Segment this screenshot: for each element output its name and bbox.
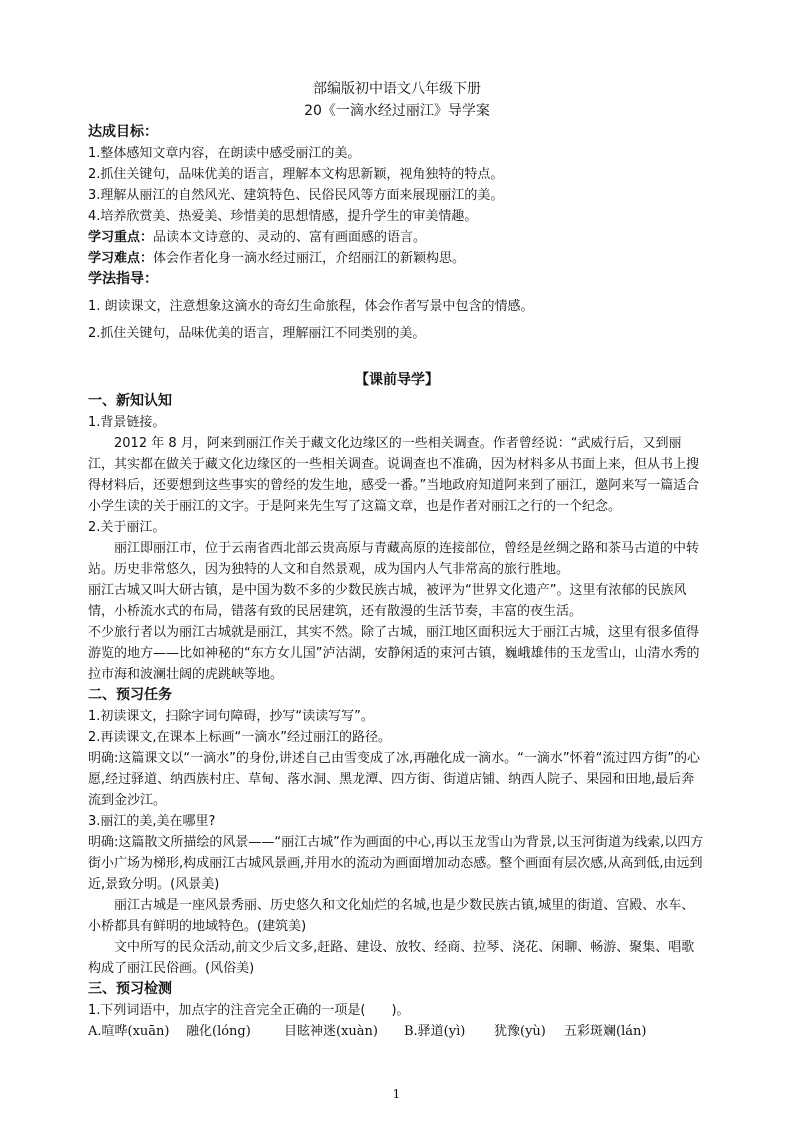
section-title: 【课前导学】 xyxy=(355,372,439,388)
option-text: A.喧哗(xuān) xyxy=(88,1024,170,1039)
task-2-answer: 明确:这篇课文以“一滴水”的身份,讲述自己由雪变成了冰,再融化成一滴水。“一滴水”怀着“流过四方街”的心愿,经过驿道、纳西族村庄、草甸、落水洞、黑龙潭、四方街、街道店铺、纳西人院子、果园和田地,最后奔流到金沙江。 xyxy=(88,751,701,808)
task-3-answer: 文中所写的民众活动,前文少后文多,赶路、建设、放牧、经商、拉琴、浇花、闲聊、畅游、聚集、唱歌构成了丽江民俗画。(风俗美) xyxy=(88,940,695,976)
about-paragraph: 丽江古城又叫大研古镇，是中国为数不多的少数民族古城，被评为“世界文化遗产”。这里有浓郁的民族风情，小桥流水式的布局，错落有致的民居建筑，还有散漫的生活节奏，丰富的夜生活。 xyxy=(88,583,687,619)
difficulty-label: 学习难点： xyxy=(88,251,154,266)
option-text: 目眩神迷(xuàn) xyxy=(284,1024,378,1039)
background-paragraph: 2012 年 8 月，阿来到丽江作关于藏文化边缘区的一些相关调查。作者曾经说：“武威行后，又到丽江，其实都在做关于藏文化边缘区的一些相关调查。说调查也不准确，因为材料多从书面上来，但从书上搜得材料后，还要想到这些事实的曾经的发生地，感受一番。”当地政府知道阿来到了丽江，邀阿来写一篇适合小学生读的关于丽江的文字。于是阿来先生写了这篇文章，也是作者对丽江之行的一个纪念。 xyxy=(88,436,700,514)
task-1: 1.初读课文，扫除字词句障碍，抄写“读读写写”。 xyxy=(88,709,374,724)
document-title: 部编版初中语文八年级下册 xyxy=(313,81,481,97)
goal-item: 3.理解从丽江的自然风光、建筑特色、民俗民风等方面来展现丽江的美。 xyxy=(88,188,504,203)
part3-heading: 三、预习检测 xyxy=(88,981,172,997)
key-point-label: 学习重点： xyxy=(88,230,154,245)
page-number: 1 xyxy=(392,1087,401,1101)
part2-heading: 二、预习任务 xyxy=(88,687,172,703)
option-text: 五彩斑斓(lán) xyxy=(564,1024,647,1039)
method-item: 2.抓住关键句，品味优美的语言，理解丽江不同类别的美。 xyxy=(88,326,426,341)
document-subtitle: 20《一滴水经过丽江》导学案 xyxy=(304,103,490,119)
question-1: 1.下列词语中，加点字的注音完全正确的一项是( )。 xyxy=(88,1003,410,1018)
about-paragraph: 不少旅行者以为丽江古城就是丽江，其实不然。除了古城，丽江地区面积远大于丽江古城，这里有很多值得游览的地方——比如神秘的“东方女儿国”泸沽湖，安静闲适的束河古镇，巍峨雄伟的玉龙雪山，山清水秀的拉市海和波澜壮阔的虎跳峡等地。 xyxy=(88,625,700,682)
task-2: 2.再读课文,在课本上标画“一滴水”经过丽江的路径。 xyxy=(88,730,392,745)
goal-item: 1.整体感知文章内容，在朗读中感受丽江的美。 xyxy=(88,146,361,161)
option-text: 融化(lóng) xyxy=(186,1024,251,1039)
task-3-answer: 丽江古城是一座风景秀丽、历史悠久和文化灿烂的名城,也是少数民族古镇,城里的街道、宫殿、水车、小桥都具有鲜明的地域特色。(建筑美) xyxy=(88,898,695,934)
option-text: B.驿道(yì) xyxy=(404,1024,466,1039)
goals-heading: 达成目标： xyxy=(88,124,158,140)
key-point xyxy=(88,227,706,248)
document-page xyxy=(88,78,706,1042)
method-heading: 学法指导： xyxy=(88,271,158,287)
task-3-answer: 明确:这篇散文所描绘的风景——“丽江古城”作为画面的中心,再以玉龙雪山为背景,以玉河街道为线索,以四方街小广场为梯形,构成丽江古城风景画,并用水的流动为画面增加动态感。整个画面有层次感,从高到低,由远到近,景致分明。(风景美) xyxy=(88,835,704,892)
option-text: 犹豫(yù) xyxy=(494,1024,546,1039)
background-label: 1.背景链接。 xyxy=(88,415,166,430)
key-point-text: 品读本文诗意的、灵动的、富有画面感的语言。 xyxy=(153,230,427,245)
goal-item: 4.培养欣赏美、热爱美、珍惜美的思想情感，提升学生的审美情趣。 xyxy=(88,209,478,224)
question-1-options xyxy=(88,1021,706,1042)
difficulty xyxy=(88,248,706,269)
part1-heading: 一、新知认知 xyxy=(88,393,172,409)
about-lijiang-label: 2.关于丽江。 xyxy=(88,520,166,535)
difficulty-text: 体会作者化身一滴水经过丽江，介绍丽江的新颖构思。 xyxy=(153,251,466,266)
task-3: 3.丽江的美,美在哪里? xyxy=(88,814,216,829)
goal-item: 2.抓住关键句，品味优美的语言，理解本文构思新颖，视角独特的特点。 xyxy=(88,167,504,182)
about-paragraph: 丽江即丽江市，位于云南省西北部云贵高原与青藏高原的连接部位，曾经是丝绸之路和茶马古道的中转站。历史非常悠久，因为独特的人文和自然景观，成为国内人气非常高的旅行胜地。 xyxy=(88,541,700,577)
method-item: 1. 朗读课文，注意想象这滴水的奇幻生命旅程，体会作者写景中包含的情感。 xyxy=(88,299,534,314)
